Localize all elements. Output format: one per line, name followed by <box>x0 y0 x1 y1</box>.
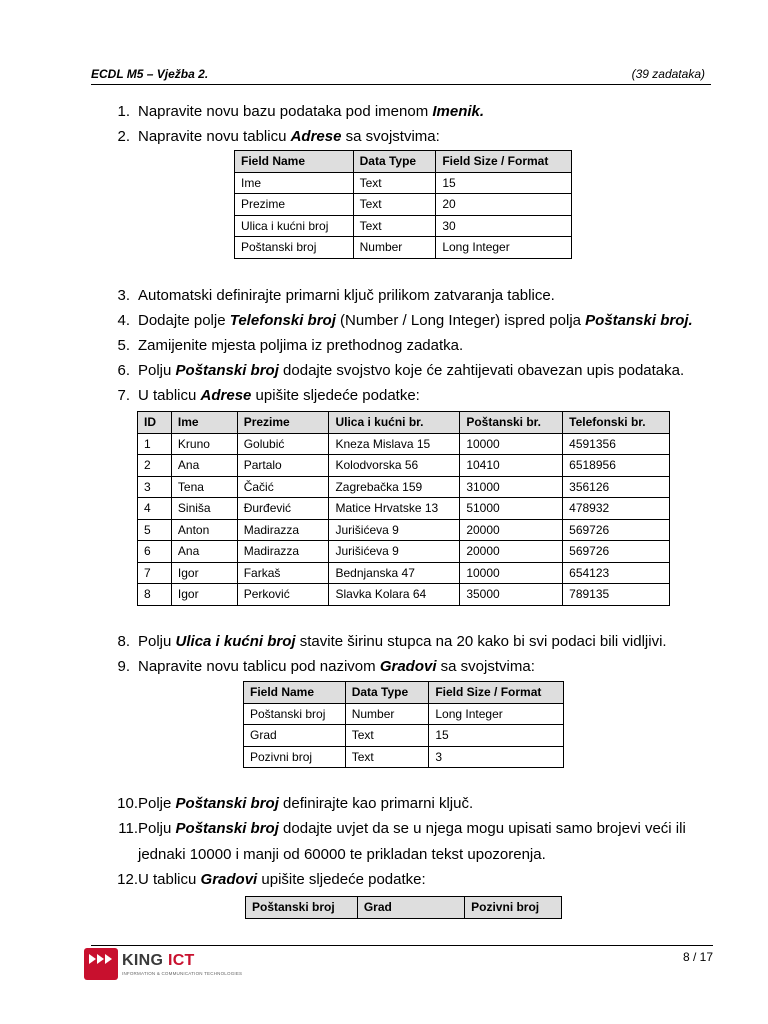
logo-mark <box>84 948 118 980</box>
table-cell: 4591356 <box>563 433 670 455</box>
table-cell: 569726 <box>563 541 670 563</box>
column-header: Ime <box>171 412 237 434</box>
header-title: ECDL M5 – Vježba 2. <box>91 67 209 81</box>
table-cell: Ana <box>171 541 237 563</box>
task-text-end: sa svojstvima: <box>341 128 440 145</box>
table-cell: 30 <box>436 215 572 237</box>
table-cell: Ulica i kućni broj <box>235 215 354 237</box>
table-cell: Bednjanska 47 <box>329 562 460 584</box>
table-row <box>138 562 670 584</box>
table-row <box>235 194 572 216</box>
table-cell: 20 <box>436 194 572 216</box>
table-cell: 8 <box>138 584 172 606</box>
task-emphasis: Adrese <box>200 387 252 404</box>
table-adrese-fields <box>234 150 572 259</box>
table-cell: Ana <box>171 455 237 477</box>
task-number: 2. <box>117 128 130 145</box>
task-number: 9. <box>117 658 130 675</box>
table-row <box>235 172 572 194</box>
task-emphasis: Ulica i kućni broj <box>175 633 296 650</box>
table-header-row <box>235 151 572 173</box>
table-header-row <box>244 682 564 704</box>
table-cell: Siniša <box>171 498 237 520</box>
table-cell: Jurišićeva 9 <box>329 519 460 541</box>
task-text: Napravite novu bazu podataka pod imenom <box>138 103 433 120</box>
task-text-end: stavite širinu stupca na 20 kako bi svi podaci bili vidljivi. <box>295 633 667 650</box>
task-3 <box>117 287 555 305</box>
table-cell: Text <box>353 172 436 194</box>
logo-tagline: INFORMATION & COMMUNICATION TECHNOLOGIES <box>122 971 243 976</box>
column-header: ID <box>138 412 172 434</box>
table-cell: Matice Hrvatske 13 <box>329 498 460 520</box>
table-adrese-data <box>137 411 670 606</box>
task-emphasis: Gradovi <box>200 871 258 888</box>
table-row <box>244 725 564 747</box>
task-9 <box>117 658 535 676</box>
table-row <box>235 215 572 237</box>
column-header: Prezime <box>237 412 329 434</box>
table-cell: Grad <box>244 725 346 747</box>
table-cell: 1 <box>138 433 172 455</box>
task-emphasis: Poštanski broj <box>175 795 279 812</box>
task-text: Polju <box>138 820 176 837</box>
table-row <box>244 703 564 725</box>
table-header-row <box>138 412 670 434</box>
table-cell: Anton <box>171 519 237 541</box>
table-cell: 478932 <box>563 498 670 520</box>
task-text: Napravite novu tablicu <box>138 128 291 145</box>
table-cell: Jurišićeva 9 <box>329 541 460 563</box>
task-11-line-2 <box>138 846 546 864</box>
table-cell: 10410 <box>460 455 563 477</box>
table-cell: 789135 <box>563 584 670 606</box>
task-5 <box>117 337 464 355</box>
table-cell: Čačić <box>237 476 329 498</box>
table-row <box>138 476 670 498</box>
table-cell: 6518956 <box>563 455 670 477</box>
task-number: 8. <box>117 633 130 650</box>
task-text: Polju <box>138 362 176 379</box>
table-cell: 15 <box>429 725 564 747</box>
column-header: Field Name <box>244 682 346 704</box>
table-cell: Text <box>353 194 436 216</box>
task-emphasis: Adrese <box>290 128 342 145</box>
task-4 <box>117 312 693 330</box>
task-text: Napravite novu tablicu pod nazivom <box>138 658 380 675</box>
table-cell: Đurđević <box>237 498 329 520</box>
table-cell: Long Integer <box>429 703 564 725</box>
table-cell: Igor <box>171 584 237 606</box>
task-text: U tablicu <box>138 387 201 404</box>
task-number: 10. <box>117 795 138 812</box>
table-cell: Poštanski broj <box>244 703 346 725</box>
task-text-continued: jednaki 10000 i manji od 60000 te prikladan tekst upozorenja. <box>138 846 546 863</box>
king-ict-logo <box>84 948 243 982</box>
task-text: Zamijenite mjesta poljima iz prethodnog zadatka. <box>138 337 464 354</box>
table-row <box>138 519 670 541</box>
logo-name: KING ICT <box>122 952 195 969</box>
page-number: 8 / 17 <box>682 950 713 964</box>
task-number: 7. <box>117 387 130 404</box>
task-text-end: dodajte uvjet da se u njega mogu upisati samo brojevi veći ili <box>278 820 686 837</box>
table-cell: Kolodvorska 56 <box>329 455 460 477</box>
table-cell: 2 <box>138 455 172 477</box>
column-header: Poštanski br. <box>460 412 563 434</box>
table-cell: 3 <box>429 746 564 768</box>
task-number: 6. <box>117 362 130 379</box>
table-cell: Farkaš <box>237 562 329 584</box>
table-cell: Text <box>353 215 436 237</box>
task-text-end: sa svojstvima: <box>436 658 535 675</box>
table-cell: Poštanski broj <box>235 237 354 259</box>
table-cell: Perković <box>237 584 329 606</box>
task-number: 12. <box>117 871 138 888</box>
table-cell: Ime <box>235 172 354 194</box>
table-cell: Madirazza <box>237 541 329 563</box>
column-header: Telefonski br. <box>563 412 670 434</box>
task-text-mid: (Number / Long Integer) ispred polja <box>335 312 586 329</box>
table-cell: Partalo <box>237 455 329 477</box>
column-header: Field Size / Format <box>436 151 572 173</box>
column-header: Field Name <box>235 151 354 173</box>
column-header: Grad <box>357 897 464 919</box>
task-1 <box>117 103 485 121</box>
table-row <box>244 746 564 768</box>
table-cell: Pozivni broj <box>244 746 346 768</box>
task-emphasis: Gradovi <box>379 658 437 675</box>
table-cell: 4 <box>138 498 172 520</box>
table-cell: Golubić <box>237 433 329 455</box>
task-10 <box>117 795 474 813</box>
table-cell: 7 <box>138 562 172 584</box>
table-cell: 51000 <box>460 498 563 520</box>
task-number: 5. <box>117 337 130 354</box>
table-row <box>138 433 670 455</box>
table-cell: Number <box>345 703 429 725</box>
task-number: 4. <box>117 312 130 329</box>
task-emphasis: Poštanski broj <box>175 820 279 837</box>
task-emphasis: Imenik. <box>432 103 485 120</box>
table-row <box>235 237 572 259</box>
table-cell: 569726 <box>563 519 670 541</box>
table-header-row <box>246 897 562 919</box>
task-text: U tablicu <box>138 871 201 888</box>
task-number: 3. <box>117 287 130 304</box>
header-task-count: (39 zadataka) <box>631 67 705 81</box>
task-text-end: dodajte svojstvo koje će zahtijevati obavezan upis podataka. <box>278 362 685 379</box>
task-number: 11. <box>118 820 138 837</box>
task-text: Polju <box>138 633 176 650</box>
task-2 <box>117 128 440 146</box>
table-cell: Text <box>345 746 429 768</box>
table-gradovi-fields <box>243 681 564 768</box>
table-cell: 31000 <box>460 476 563 498</box>
table-cell: Text <box>345 725 429 747</box>
table-row <box>138 498 670 520</box>
column-header: Field Size / Format <box>429 682 564 704</box>
table-cell: 15 <box>436 172 572 194</box>
task-number: 1. <box>117 103 130 120</box>
task-text: Dodajte polje <box>138 312 230 329</box>
table-cell: Long Integer <box>436 237 572 259</box>
column-header: Data Type <box>353 151 436 173</box>
task-6 <box>117 362 685 380</box>
task-text: Polje <box>138 795 176 812</box>
table-cell: 654123 <box>563 562 670 584</box>
task-emphasis: Poštanski broj <box>175 362 279 379</box>
table-cell: 10000 <box>460 562 563 584</box>
table-cell: Kneza Mislava 15 <box>329 433 460 455</box>
column-header: Pozivni broj <box>465 897 562 919</box>
table-cell: Tena <box>171 476 237 498</box>
task-text-end: upišite sljedeće podatke: <box>251 387 420 404</box>
table-cell: Slavka Kolara 64 <box>329 584 460 606</box>
task-emphasis-2: Poštanski broj. <box>585 312 693 329</box>
task-emphasis: Telefonski broj <box>229 312 336 329</box>
table-cell: 20000 <box>460 519 563 541</box>
table-cell: 20000 <box>460 541 563 563</box>
table-cell: Kruno <box>171 433 237 455</box>
task-11 <box>118 820 686 838</box>
table-cell: 6 <box>138 541 172 563</box>
table-row <box>138 455 670 477</box>
page-header <box>91 66 711 85</box>
table-row <box>138 584 670 606</box>
column-header: Data Type <box>345 682 429 704</box>
task-text: Automatski definirajte primarni ključ prilikom zatvaranja tablice. <box>138 287 555 304</box>
column-header: Ulica i kućni br. <box>329 412 460 434</box>
task-8 <box>117 633 667 651</box>
table-cell: 10000 <box>460 433 563 455</box>
table-cell: Prezime <box>235 194 354 216</box>
table-cell: 3 <box>138 476 172 498</box>
table-cell: 35000 <box>460 584 563 606</box>
table-cell: Number <box>353 237 436 259</box>
table-gradovi-data <box>245 896 562 919</box>
table-cell: 5 <box>138 519 172 541</box>
task-12 <box>117 871 426 889</box>
task-7 <box>117 387 420 405</box>
footer-divider <box>91 945 713 946</box>
task-text-end: definirajte kao primarni ključ. <box>278 795 474 812</box>
table-cell: Zagrebačka 159 <box>329 476 460 498</box>
table-cell: Madirazza <box>237 519 329 541</box>
column-header: Poštanski broj <box>246 897 358 919</box>
table-cell: 356126 <box>563 476 670 498</box>
table-row <box>138 541 670 563</box>
task-text-end: upišite sljedeće podatke: <box>257 871 426 888</box>
table-cell: Igor <box>171 562 237 584</box>
